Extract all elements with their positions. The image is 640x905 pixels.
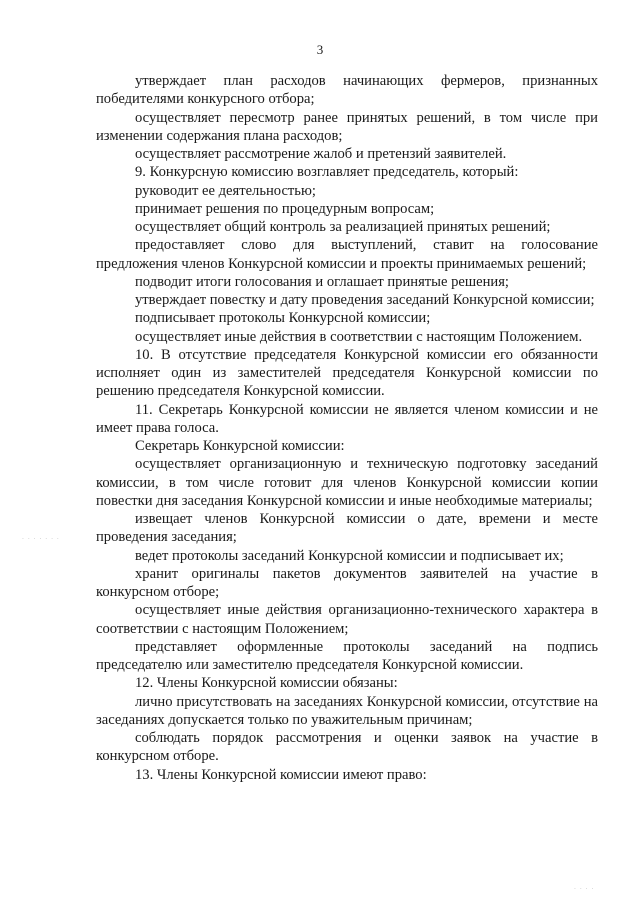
paragraph: принимает решения по процедурным вопросам; xyxy=(135,200,435,217)
paragraph: утверждает план расходов начинающих фермеров, признанных победителями конкурсного отбора; xyxy=(96,73,598,108)
paragraph: подписывает протоколы Конкурсной комиссии; xyxy=(135,310,431,327)
paragraph: хранит оригиналы пакетов документов заявителей на участие в конкурсном отборе; xyxy=(96,565,598,600)
paragraph: осуществляет общий контроль за реализацией принятых решений; xyxy=(135,219,551,235)
section-heading: 12. Члены Конкурсной комиссии обязаны: xyxy=(135,675,398,692)
paragraph: извещает членов Конкурсной комиссии о дате, времени и месте проведения заседания; xyxy=(96,511,598,546)
paragraph: осуществляет рассмотрение жалоб и претензий заявителей. xyxy=(135,146,507,162)
paragraph: утверждает повестку и дату проведения заседаний Конкурсной комиссии; xyxy=(135,292,595,308)
paragraph: Секретарь Конкурсной комиссии: xyxy=(135,438,345,454)
paragraph: соблюдать порядок рассмотрения и оценки заявок на участие в конкурсном отборе. xyxy=(96,730,598,765)
paragraph: ведет протоколы заседаний Конкурсной комиссии и подписывает их; xyxy=(135,547,564,564)
paragraph: подводит итоги голосования и оглашает принятые решения; xyxy=(135,273,509,290)
paragraph: осуществляет пересмотр ранее принятых решений, в том числе при изменении содержания плана расходов; xyxy=(96,109,598,144)
paragraph: руководит ее деятельностью; xyxy=(135,182,316,199)
document-body xyxy=(96,72,598,784)
paragraph: осуществляет организационную и техническую подготовку заседаний комиссии, в том числе готовит для членов Конкурсной комиссии копии повестки дня заседания Конкурсной комиссии и иные необходимые материалы; xyxy=(96,456,598,509)
scan-speck: · · · · xyxy=(574,886,595,893)
section-heading: 10. В отсутствие председателя Конкурсной комиссии его обязанности исполняет один из заместителей председателя Конкурсной комиссии по решению председателя Конкурсной комиссии. xyxy=(96,346,598,400)
section-heading: 13. Члены Конкурсной комиссии имеют право: xyxy=(135,766,427,783)
scan-speck: · · · · · · · xyxy=(22,536,60,543)
section-heading: 11. Секретарь Конкурсной комиссии не является членом комиссии и не имеет права голоса. xyxy=(96,401,598,436)
paragraph: лично присутствовать на заседаниях Конкурсной комиссии, отсутствие на заседаниях допускается только по уважительным причинам; xyxy=(96,693,598,728)
paragraph: предоставляет слово для выступлений, ставит на голосование предложения членов Конкурсной комиссии и проекты принимаемых решений; xyxy=(96,237,598,272)
page-number: 3 xyxy=(316,42,324,57)
paragraph: представляет оформленные протоколы заседаний на подпись председателю или заместителю председателя Конкурсной комиссии. xyxy=(96,638,598,673)
paragraph: осуществляет иные действия организационно-технического характера в соответствии с настоящим Положением; xyxy=(96,602,598,637)
paragraph: осуществляет иные действия в соответствии с настоящим Положением. xyxy=(135,328,583,345)
section-heading: 9. Конкурсную комиссию возглавляет председатель, который: xyxy=(135,164,519,181)
